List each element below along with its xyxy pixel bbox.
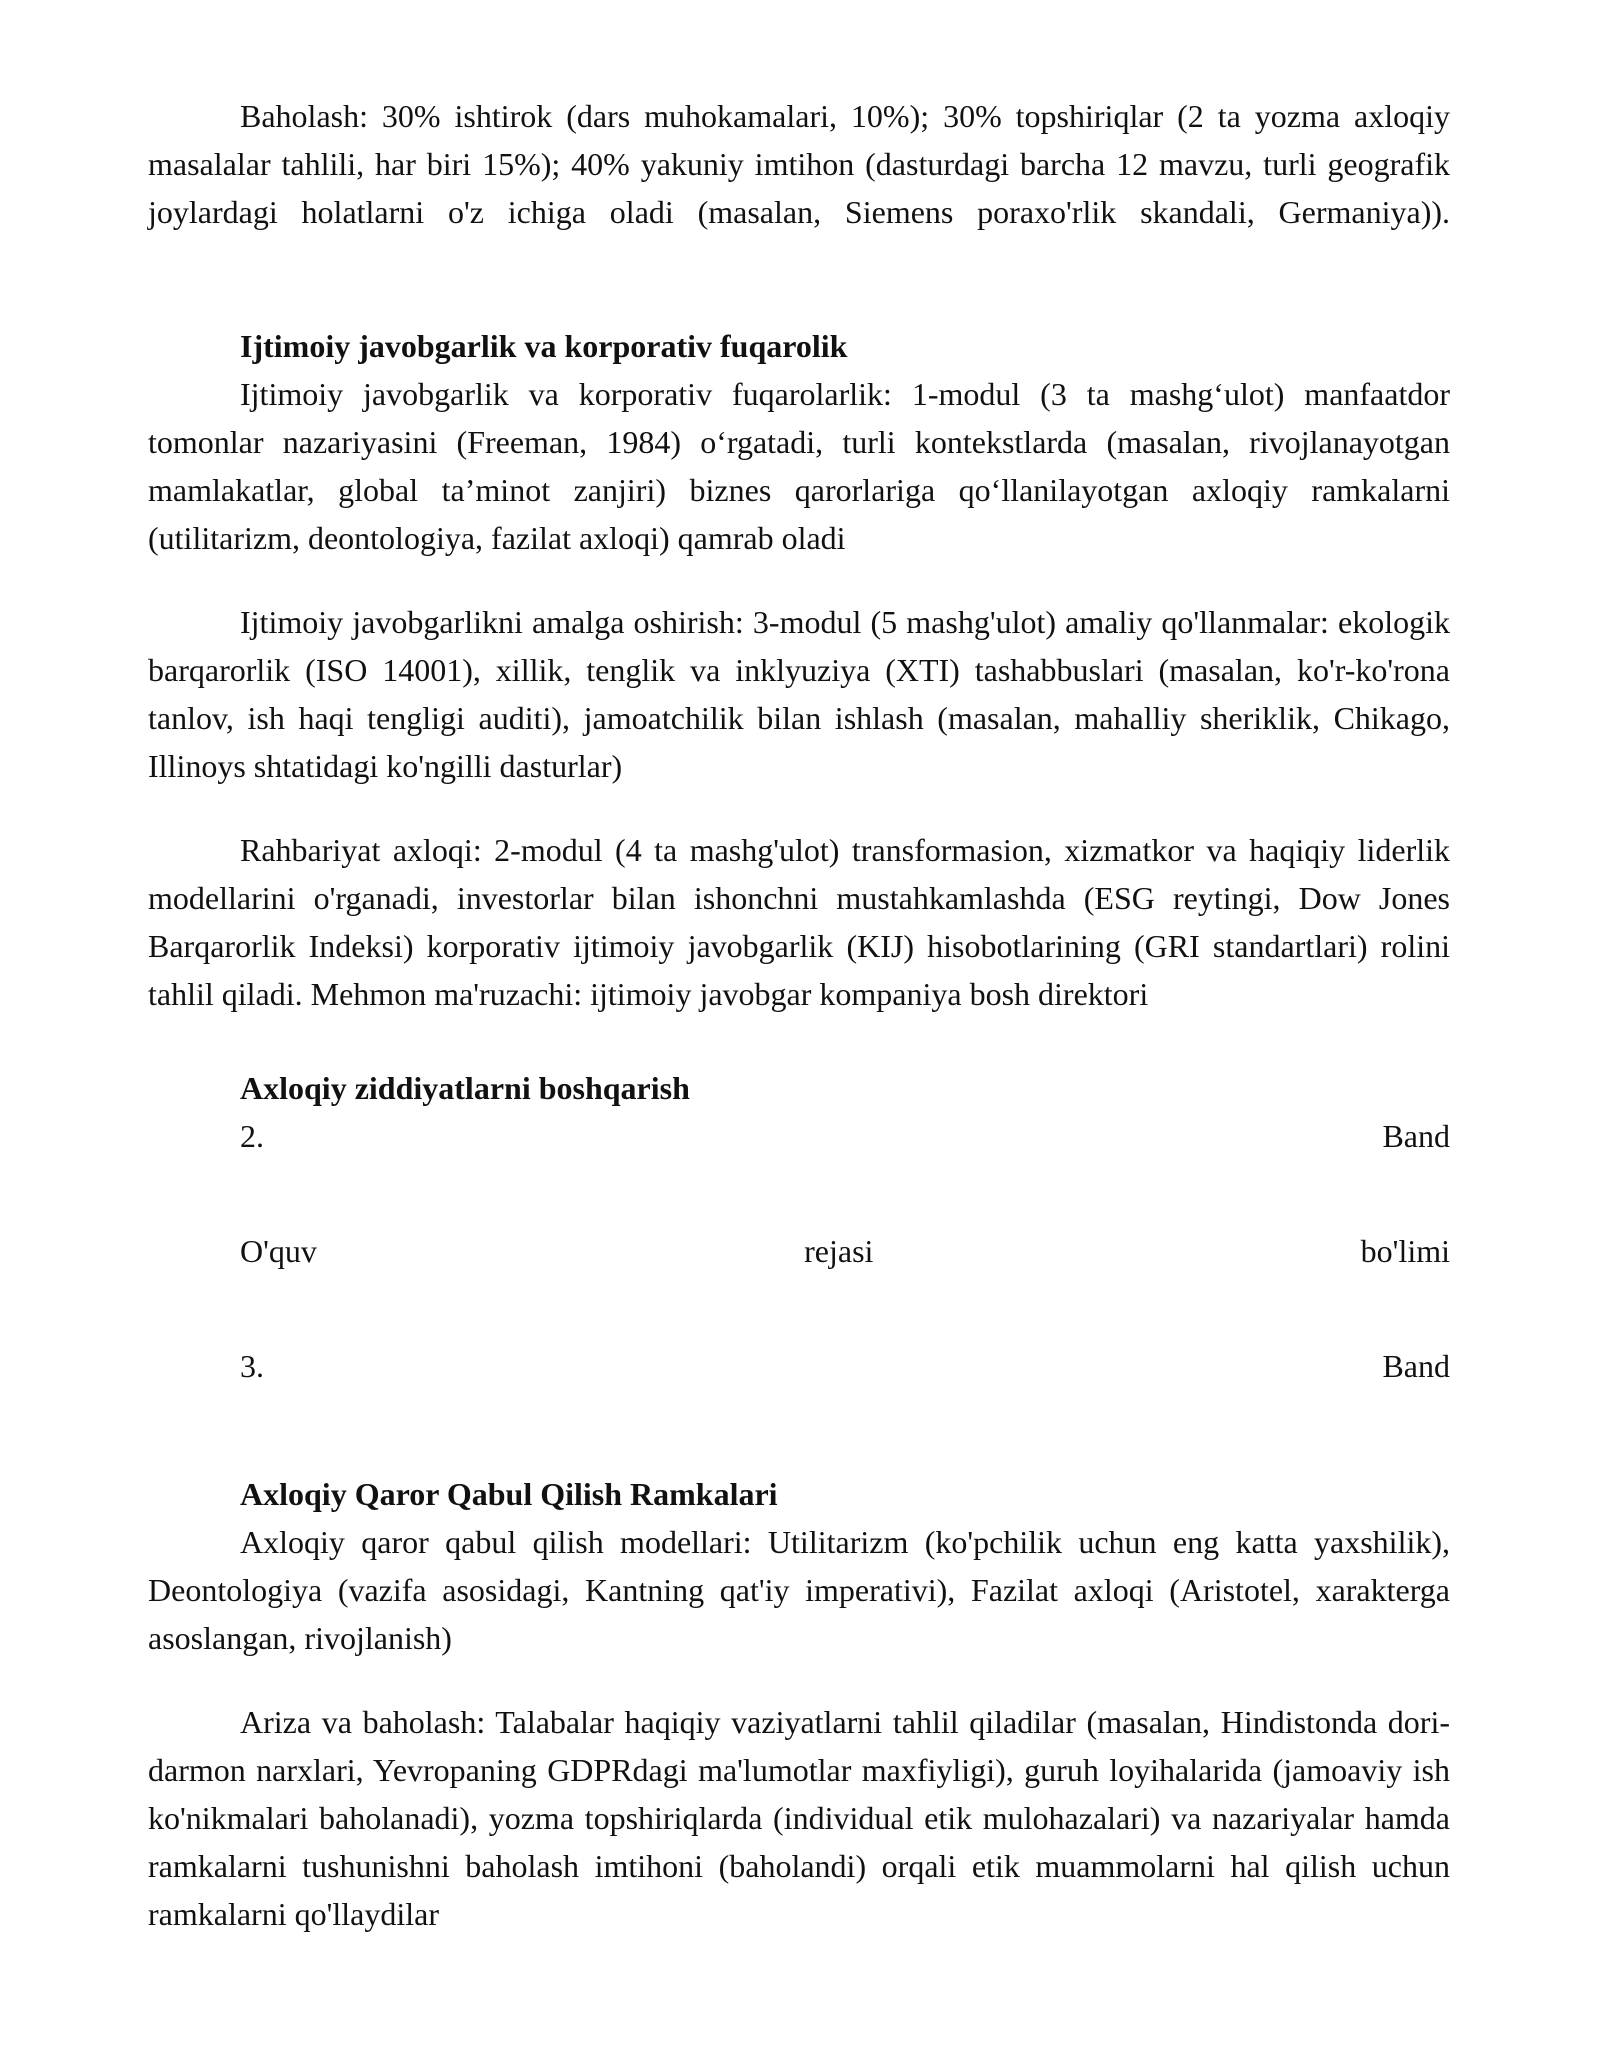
clause-line-3 xyxy=(148,1342,1450,1390)
paragraph-module-1: Ijtimoiy javobgarlik va korporativ fuqarolarlik: 1-modul (3 ta mashg‘ulot) manfaatdor tomonlar nazariyasini (Freeman, 1984) o‘rgatadi, turli kontekstlarda (masalan, rivojlanayotgan mamlakatlar, global ta’minot zanjiri) biznes qarorlariga qo‘llanilayotgan axloqiy ramkalarni (utilitarizm, deontologiya, fazilat axloqi) qamrab oladi xyxy=(148,376,1450,556)
paragraph-application-assessment: Ariza va baholash: Talabalar haqiqiy vaziyatlarni tahlil qiladilar (masalan, Hindistonda dori-darmon narxlari, Yevropaning GDPRdagi ma'lumotlar maxfiyligi), guruh loyihalarida (jamoaviy ish ko'nikmalari baholanadi), yozma topshiriqlarda (individual etik mulohazalari) va nazariyalar hamda ramkalarni tushunishni baholash imtihoni (baholandi) orqali etik muammolarni hal qilish uchun ramkalarni qo'llaydilar xyxy=(148,1704,1450,1932)
word-3: bo'limi xyxy=(1360,1233,1450,1269)
clause-label: Band xyxy=(1382,1118,1450,1154)
paragraph-module-2: Rahbariyat axloqi: 2-modul (4 ta mashg'ulot) transformasion, xizmatkor va haqiqiy liderlik modellarini o'rganadi, investorlar bilan ishonchni mustahkamlashda (ESG reytingi, Dow Jones Barqarorlik Indeksi) korporativ ijtimoiy javobgarlik (KIJ) hisobotlarining (GRI standartlari) rolini tahlil qiladi. Mehmon ma'ruzachi: ijtimoiy javobgar kompaniya bosh direktori xyxy=(148,832,1450,1012)
clause-label: Band xyxy=(1382,1348,1450,1384)
heading-social-responsibility: Ijtimoiy javobgarlik va korporativ fuqarolik xyxy=(240,328,848,364)
assessment-paragraph: Baholash: 30% ishtirok (dars muhokamalari, 10%); 30% topshiriqlar (2 ta yozma axloqiy masalalar tahlili, har biri 15%); 40% yakuniy imtihon (dasturdagi barcha 12 mavzu, turli geografik joylardagi holatlarni o'z ichiga oladi (masalan, Siemens poraxo'rlik skandali, Germaniya)). xyxy=(148,98,1450,230)
document-page xyxy=(148,92,1450,1938)
word-1: O'quv xyxy=(240,1233,317,1269)
clause-line-2 xyxy=(148,1112,1450,1160)
paragraph-module-3: Ijtimoiy javobgarlikni amalga oshirish: 3-modul (5 mashg'ulot) amaliy qo'llanmalar: ekologik barqarorlik (ISO 14001), xillik, tenglik va inklyuziya (XTI) tashabbuslari (masalan, ko'r-ko'rona tanlov, ish haqi tengligi auditi), jamoatchilik bilan ishlash (masalan, mahalliy sheriklik, Chikago, Illinoys shtatidagi ko'ngilli dasturlar) xyxy=(148,604,1450,784)
heading-decision-frameworks: Axloqiy Qaror Qabul Qilish Ramkalari xyxy=(240,1476,778,1512)
clause-number: 3. xyxy=(240,1348,264,1384)
heading-ethical-conflicts: Axloqiy ziddiyatlarni boshqarish xyxy=(240,1070,690,1106)
paragraph-decision-models: Axloqiy qaror qabul qilish modellari: Utilitarizm (ko'pchilik uchun eng katta yaxshilik), Deontologiya (vazifa asosidagi, Kantning qat'iy imperativi), Fazilat axloqi (Aristotel, xarakterga asoslangan, rivojlanish) xyxy=(148,1524,1450,1656)
curriculum-section-line xyxy=(148,1227,1450,1275)
clause-number: 2. xyxy=(240,1118,264,1154)
word-2: rejasi xyxy=(804,1233,874,1269)
